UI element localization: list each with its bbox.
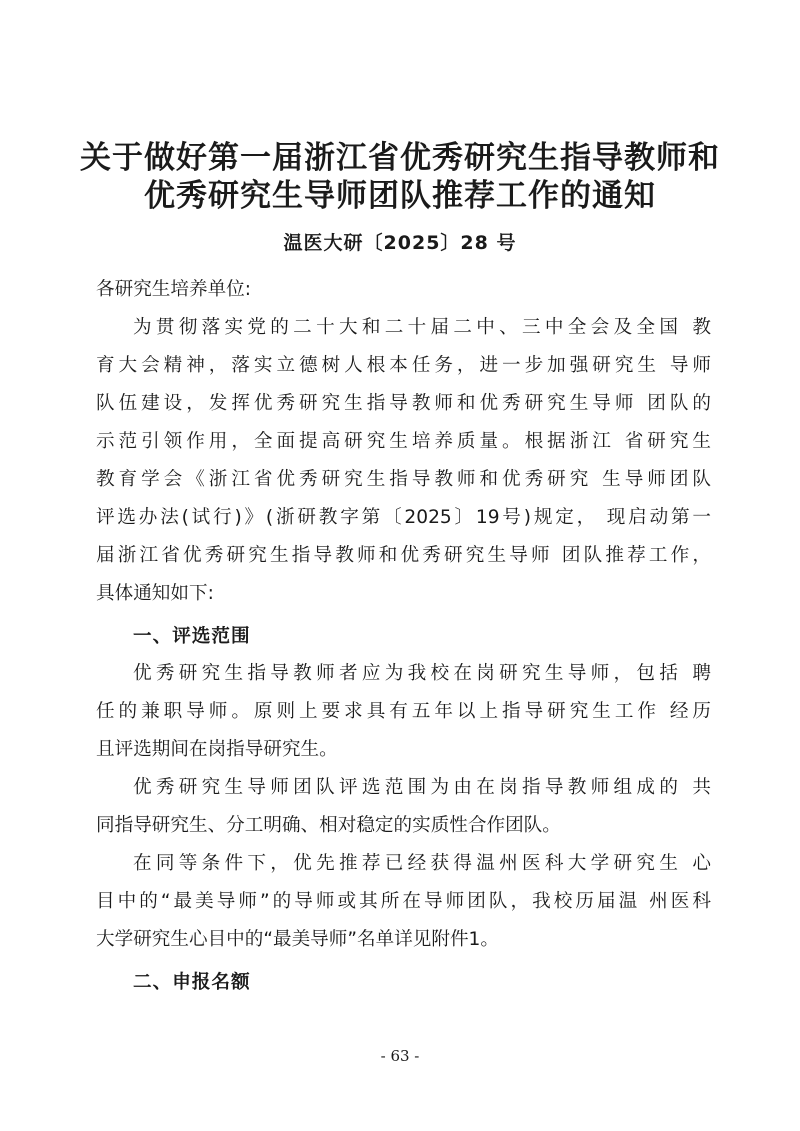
section-1-para-1-line-2: 任的兼职导师。原则上要求具有五年以上指导研究生工作 经历 xyxy=(96,701,711,722)
section-1-para-3-line-2: 目中的“最美导师”的导师或其所在导师团队，我校历届温 州医科 xyxy=(96,891,711,912)
intro-line-1: 为贯彻落实党的二十大和二十届二中、三中全会及全国 教 xyxy=(133,317,711,338)
intro-line-8: 具体通知如下: xyxy=(96,583,214,604)
intro-line-6: 评选办法(试行)》(浙研教字第〔2025〕19号)规定， 现启动第一 xyxy=(96,507,711,528)
section-1-heading: 一、评选范围 xyxy=(133,626,251,647)
section-1-para-2-line-1: 优秀研究生导师团队评选范围为由在岗指导教师组成的 共 xyxy=(133,777,711,798)
intro-line-5: 教育学会《浙江省优秀研究生指导教师和优秀研究 生导师团队 xyxy=(96,469,711,490)
document-title-line-2: 优秀研究生导师团队推荐工作的通知 xyxy=(144,178,656,214)
document-title-line-1: 关于做好第一届浙江省优秀研究生指导教师和 xyxy=(80,140,720,176)
intro-line-3: 队伍建设，发挥优秀研究生指导教师和优秀研究生导师 团队的 xyxy=(96,393,711,414)
intro-line-4: 示范引领作用，全面提高研究生培养质量。根据浙江 省研究生 xyxy=(96,431,711,452)
salutation: 各研究生培养单位: xyxy=(96,279,252,300)
intro-line-2: 育大会精神，落实立德树人根本任务，进一步加强研究生 导师 xyxy=(96,355,711,376)
section-1-para-1-line-1: 优秀研究生指导教师者应为我校在岗研究生导师，包括 聘 xyxy=(133,663,711,684)
section-1-para-3-line-3: 大学研究生心目中的“最美导师”名单详见附件1。 xyxy=(96,929,499,950)
page-number: - 63 - xyxy=(380,1047,420,1065)
intro-line-7: 届浙江省优秀研究生指导教师和优秀研究生导师 团队推荐工作， xyxy=(96,545,711,566)
section-2-heading: 二、申报名额 xyxy=(133,972,251,993)
document-number: 温医大研〔2025〕28 号 xyxy=(283,232,517,254)
section-1-para-2-line-2: 同指导研究生、分工明确、相对稳定的实质性合作团队。 xyxy=(96,815,561,836)
section-1-para-3-line-1: 在同等条件下，优先推荐已经获得温州医科大学研究生 心 xyxy=(133,853,711,874)
section-1-para-1-line-3: 且评选期间在岗指导研究生。 xyxy=(96,739,338,760)
